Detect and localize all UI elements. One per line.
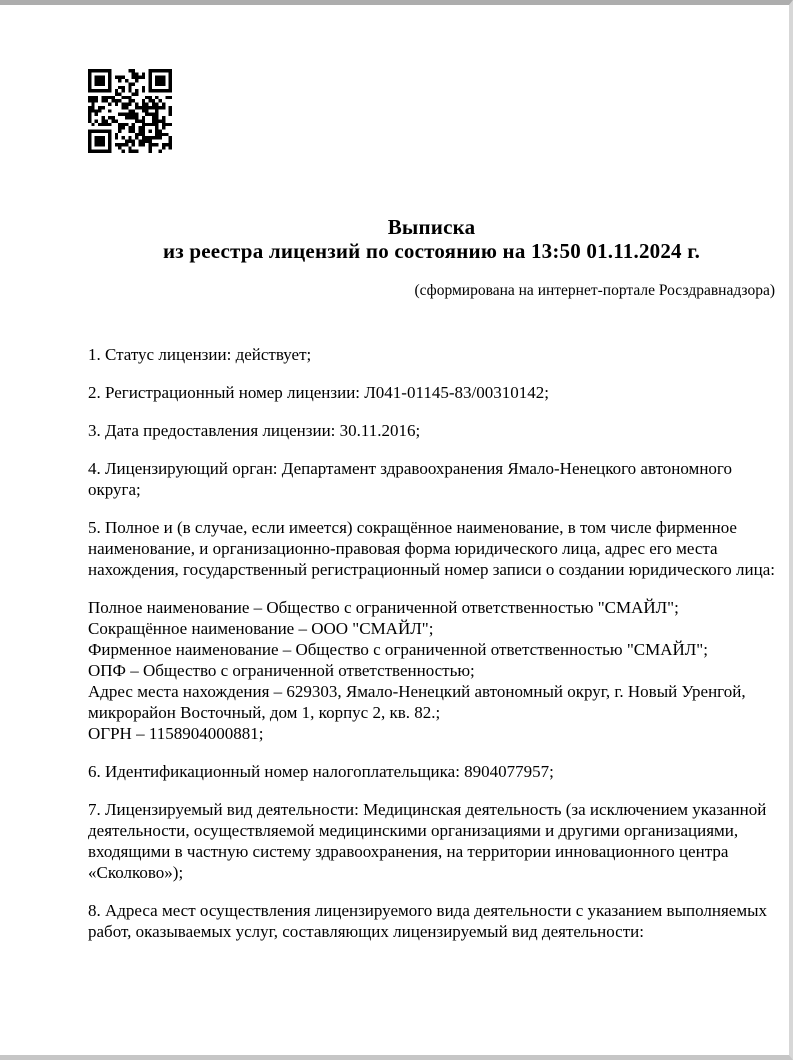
org-ogrn: ОГРН – 1158904000881;: [88, 724, 264, 743]
org-short-name: Сокращённое наименование – ООО "СМАЙЛ";: [88, 619, 434, 638]
taxpayer-inn: 6. Идентификационный номер налогоплательщика: 8904077957;: [88, 762, 554, 781]
org-details: [88, 597, 775, 744]
page-content: [88, 69, 775, 942]
title-line-1: Выписка: [387, 215, 476, 239]
org-legal-form: ОПФ – Общество с ограниченной ответственностью;: [88, 661, 475, 680]
registration-number: 2. Регистрационный номер лицензии: Л041-01145-83/00310142;: [88, 383, 549, 402]
document-body: [88, 344, 775, 942]
grant-date: 3. Дата предоставления лицензии: 30.11.2016;: [88, 421, 421, 440]
title-line-2: из реестра лицензий по состоянию на 13:50 01.11.2024 г.: [162, 239, 701, 263]
license-status: 1. Статус лицензии: действует;: [88, 345, 312, 364]
org-brand-name: Фирменное наименование – Общество с ограниченной ответственностью "СМАЙЛ";: [88, 640, 708, 659]
licensed-activity: 7. Лицензируемый вид деятельности: Медицинская деятельность (за исключением указанной деятельности, осуществляемой медицинскими организациями и другими организациями, входящими в частную систему здравоохранения, на территории инновационного центра «Сколково»);: [88, 800, 767, 882]
document-title: [88, 215, 775, 263]
formation-note: (сформирована на интернет-портале Росздравнадзора): [414, 282, 775, 299]
org-address: Адрес места нахождения – 629303, Ямало-Ненецкий автономный округ, г. Новый Уренгой, микрорайон Восточный, дом 1, корпус 2, кв. 82.;: [88, 682, 746, 722]
activity-addresses-intro: 8. Адреса мест осуществления лицензируемого вида деятельности с указанием выполняемых работ, оказываемых услуг, составляющих лицензируемый вид деятельности:: [88, 901, 767, 941]
org-full-name: Полное наименование – Общество с ограниченной ответственностью "СМАЙЛ";: [88, 598, 679, 617]
licensing-authority: 4. Лицензирующий орган: Департамент здравоохранения Ямало-Ненецкого автономного округа;: [88, 459, 732, 499]
org-info-intro: 5. Полное и (в случае, если имеется) сокращённое наименование, в том числе фирменное наименование, и организационно-правовая форма юридического лица, адрес его места нахождения, государственный регистрационный номер записи о создании юридического лица:: [88, 518, 776, 579]
qr-code-icon: [88, 69, 172, 153]
